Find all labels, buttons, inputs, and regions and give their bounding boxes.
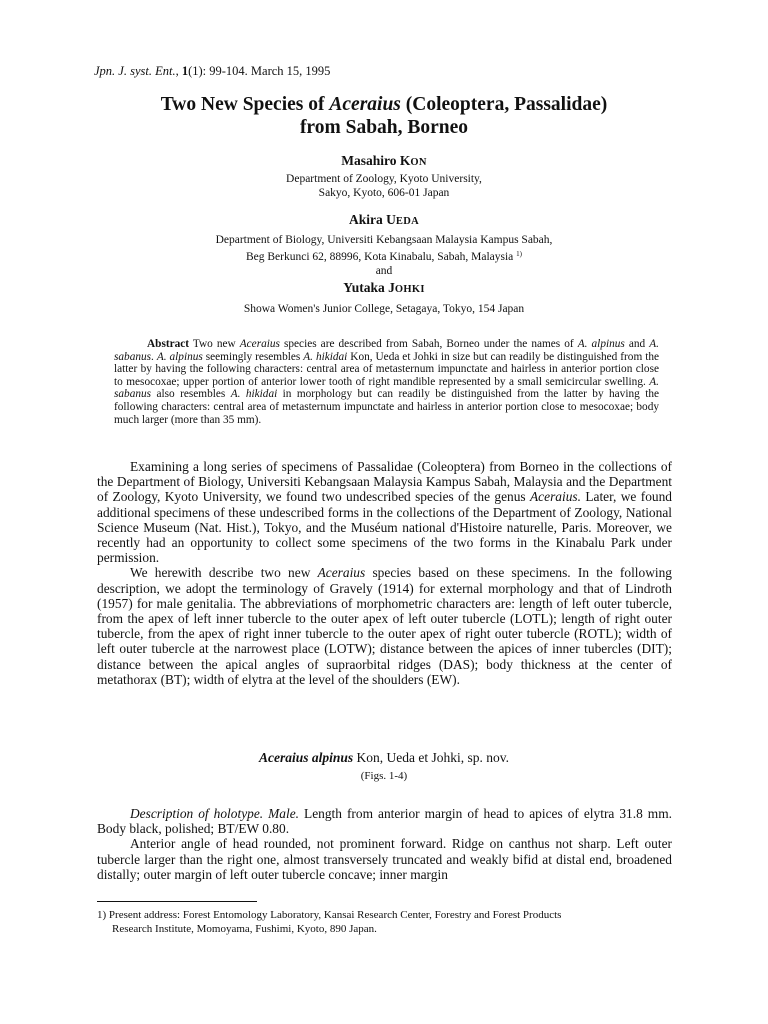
abstract-text: Two new Aceraius species are described from Sabah, Borneo under the names of A. alpinus and A. sabanus. A. alpinus seemingly resembles A. hikidai Kon, Ueda et Johki in size but can readily be distinguished from the latter by having the following characters: central area of metasternum impunctate and hairless in anterior portion close to mesocoxae; upper portion of anterior lower tooth of right mandible represented by a small semicircular swelling. A. sabanus also resembles A. hikidai in morphology but can readily be distinguished from the latter by having the following characters: central area of metasternum impunctate and hairless in anterior portion close to mesocoxae; body much larger (more than 35 mm). [114,338,659,426]
title-line-1: Two New Species of Aceraius (Coleoptera, Passalidae) [160,94,608,115]
footnote-divider [97,901,257,902]
holotype-description [97,806,672,882]
title-genus: Aceraius [329,94,401,115]
abstract [114,338,659,426]
italic-term: A. hikidai [230,388,278,401]
body-paragraph: We herewith describe two new Aceraius species based on these specimens. In the following description, we adopt the terminology of Gravely (1914) for external morphology and that of Lindroth (1957) for male genitalia. The abbreviations of morphometric characters are: length of left outer tubercle, from the apex of left inner tubercle to the outer apex of left outer tubercle (LOTL); length of right outer tubercle, from the apex of right inner tubercle to the outer apex of right outer tubercle (ROTL); width of left outer tubercle at the narrowest place (LOTW); distance between the apices of inner tubercles (DIT); distance between the apical angles of supraorbital ridges (DAS); body thickness at the center of metathorax (BT); width of elytra at the level of the shoulders (EW). [97,565,672,687]
author-name: Akira UEDA [349,212,419,227]
body-paragraph: Examining a long series of specimens of Passalidae (Coleoptera) from Borneo in the collections of the Department of Biology, Universiti Kebangsaan Malaysia Kampus Sabah, Malaysia and the Department of Zoology, Kyoto University, we found two undescribed species of the genus Aceraius. Later, we found additional specimens of these undescribed forms in the collections of the Department of Zoology, National Science Museum (Nat. Hist.), Tokyo, and the Muséum national d'Histoire naturelle, Paris. Moreover, we recently had an opportunity to collect some specimens of the two forms in the Kinabalu Park under permission. [97,459,672,566]
journal-issue-pages: (1): 99-104. March 15, 1995 [188,64,331,78]
italic-term: A. alpinus [156,350,203,363]
description-paragraph: Anterior angle of head rounded, not prominent forward. Ridge on canthus not sharp. Left outer tubercle larger than the right one, almost transversely truncated and weakly bifid at distal end, broadened distally; outer margin of left outer tubercle concave; inner margin [97,836,672,882]
species-name: Aceraius alpinus [258,750,354,765]
italic-term: Description of holotype. Male. [130,806,299,821]
author-name: Yutaka JOHKI [343,280,425,295]
author-affiliation: Department of Zoology, Kyoto University, Sakyo, Kyoto, 606-01 Japan [286,173,482,199]
species-heading [84,750,684,766]
italic-term: A. sabanus [114,375,659,401]
author-name: Masahiro KON [341,153,427,168]
italic-term: Aceraius [317,565,366,581]
body-text [97,459,672,687]
journal-name: Jpn. J. syst. Ent. [94,64,176,78]
italic-term: A. hikidai [303,350,348,363]
abstract-label: Abstract [147,338,190,350]
italic-term: Aceraius [239,338,280,350]
italic-term: A. alpinus [577,338,625,350]
italic-term: Aceraius. [530,489,581,505]
italic-term: A. sabanus [114,338,659,363]
journal-citation: Jpn. J. syst. Ent., 1(1): 99-104. March 15, 1995 [94,64,331,78]
and-label: and [375,265,393,277]
description-paragraph: Description of holotype. Male. Length from anterior margin of head to apices of elytra 31.8 mm. Body black, polished; BT/EW 0.80. [97,806,672,837]
footnote-mark: 1) [516,250,523,258]
species-authority: Kon, Ueda et Johki, sp. nov. [353,750,509,765]
author-affiliation: Showa Women's Junior College, Setagaya, Tokyo, 154 Japan [243,303,525,315]
footnote: 1) Present address: Forest Entomology Laboratory, Kansai Research Center, Forestry and Forest Products Research Institute, Momoyama, Fushimi, Kyoto, 890 Japan. [97,909,562,935]
author-affiliation: Department of Biology, Universiti Kebangsaan Malaysia Kampus Sabah, Beg Berkunci 62, 88996, Kota Kinabalu, Sabah, Malaysia $^{1)}$ and [84,233,684,278]
journal-volume: 1 [181,64,189,78]
title-line-2: from Sabah, Borneo [299,117,469,138]
paper-title [84,93,684,139]
figure-reference: (Figs. 1-4) [360,770,408,782]
